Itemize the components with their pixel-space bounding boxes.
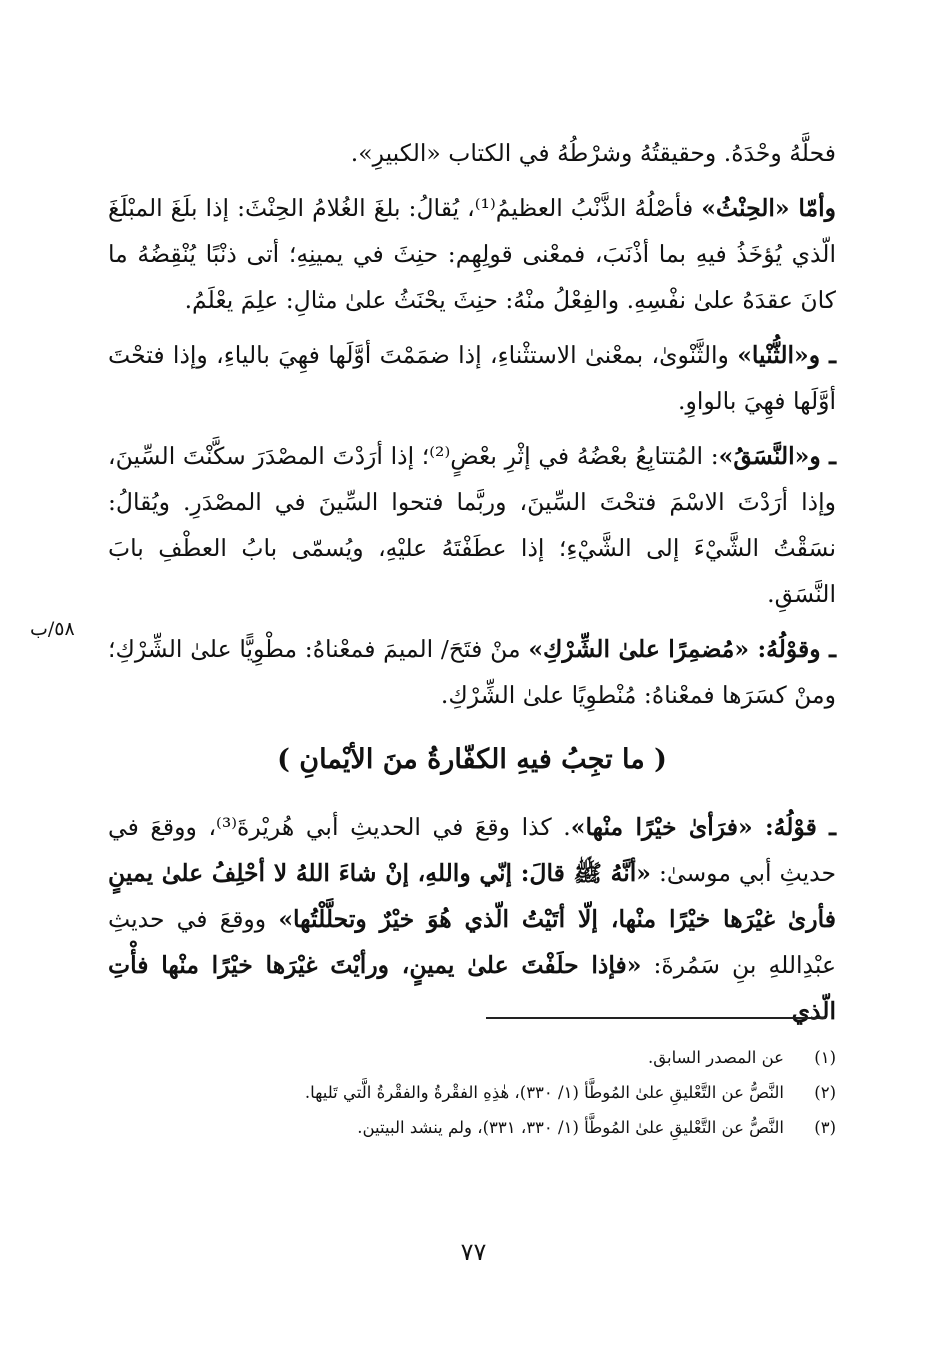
paragraph-kaffara-text-2: ووقعَ في حديثِ عبْدِاللهِ بنِ سَمُرةَ: <box>108 905 836 979</box>
term-nasaq: ـ و«النَّسَقُ» <box>718 442 836 470</box>
term-hinth: وأمّا «الحِنْثُ» <box>701 194 836 222</box>
paragraph-hinth <box>108 185 836 323</box>
term-thunya: ـ و«الثُّنْيا» <box>737 341 836 369</box>
paragraph-nasaq <box>108 433 836 617</box>
footnote-number: (٢) <box>814 1083 836 1102</box>
page-number: ٧٧ <box>460 1238 487 1266</box>
term-mudmir: ـ وقوْلُهُ: «مُضمِرًا علىٰ الشِّرْكِ» <box>528 635 836 663</box>
paragraph-kaffara-text-1: . كذا وقعَ في الحديثِ أبي هُريْرةَ⁽³⁾، ووقعَ في حديثِ أبي موسىٰ: <box>108 813 837 887</box>
footnote-3 <box>108 1110 836 1145</box>
footnote-number: (٣) <box>814 1118 836 1137</box>
footnote-text: النَّصُّ عن التَّعْليقِ علىٰ المُوطَّأ (١/ ٣٣٠)، هٰذِهِ الفقْرةُ والفقْرةُ الَّتي تَليها. <box>304 1083 784 1102</box>
paragraph-1 <box>108 130 836 176</box>
paragraph-thunya-text: والثَّنْوىٰ، بمعْنىٰ الاستثْناءِ، إذا ضمَمْتَ أوَّلَها فهِيَ بالياءِ، وإذا فتحْتَ أوَّلَها فهِيَ بالواوِ. <box>108 341 836 415</box>
hadith-quote-samura: «فإذا حلَفْتَ علىٰ يمينٍ، ورأيْتَ غيْرَها خيْرًا منْها فأْتِ الّذي <box>108 951 836 1025</box>
paragraph-mudmir <box>108 626 836 718</box>
paragraph-1-text: فحلَّهُ وحْدَهُ. وحقيقتُهُ وشرْطُهُ في الكتاب «الكبيرِ». <box>350 139 836 167</box>
hadith-quote-abu-musa: «أنَّهُ ﷺ قالَ: إنّي واللهِ، إنْ شاءَ اللهُ لا أحْلِفُ علىٰ يمينٍ فأرىٰ غيْرَها خيْرًا منْها، إلّا أتَيْتُ الّذي هُوَ خيْرٌ وتحلَّلْتُها» <box>108 859 836 933</box>
footnote-1 <box>108 1040 836 1075</box>
footnote-2 <box>108 1075 836 1110</box>
paragraph-hinth-text: فأصْلُهُ الذَّنْبُ العظيمُ⁽¹⁾، يُقالُ: بلغَ الغُلامُ الحِنْثَ: إذا بلَغَ المبْلَغَ الّذي يُؤخَذُ فيهِ بما أذْنَبَ، فمعْنى قولِهِم: حنِثَ في يمينِهِ؛ أتى ذنْبًا يُنْقِضُهُ ما كانَ عقدَهُ علىٰ نفْسِهِ. والفِعْلُ منْهُ: حنِثَ يحْنَثُ علىٰ مثالِ: علِمَ يعْلَمُ. <box>108 194 836 314</box>
section-heading: ( ما تجِبُ فيهِ الكفّارةُ منَ الأيْمانِ ) <box>277 744 667 775</box>
paragraph-thunya <box>108 332 836 424</box>
footnotes <box>108 1040 836 1145</box>
paragraph-mudmir-text: منْ فتَحَ/ الميمَ فمعْناهُ: مطْوِيًّا علىٰ الشِّرْكِ؛ ومنْ كسَرَها فمعْناهُ: مُنْطوِيًا علىٰ الشِّرْكِ. <box>108 635 836 709</box>
margin-folio-note: ٥٨/ب <box>30 618 75 640</box>
paragraph-kaffara <box>108 804 836 1034</box>
footnote-divider <box>486 1017 826 1019</box>
footnote-text: عن المصدر السابق. <box>648 1048 784 1067</box>
main-text <box>108 130 836 1043</box>
quote-1: ـ قوْلُهُ: «فرَأىٰ خيْرًا منْها» <box>570 813 837 841</box>
footnote-text: النَّصُّ عن التَّعْليقِ علىٰ المُوطَّأ (١/ ٣٣٠، ٣٣١)، ولم ينشد البيتين. <box>357 1118 784 1137</box>
footnote-number: (١) <box>814 1048 836 1067</box>
paragraph-nasaq-text: : المُتتابِعُ بعْضُهُ في إثْرِ بعْضٍ⁽²⁾؛ إذا أرَدْتَ المصْدَرَ سكَّنْتَ السِّينَ، وإذا أرَدْتَ الاسْمَ فتحْتَ السِّينَ، وربَّما فتحوا السِّينَ في المصْدَرِ. ويُقالُ: نسَقْتُ الشَّيْءَ إلى الشَّيْءِ؛ إذا عطَفْتَهُ عليْهِ، ويُسمّى بابُ العطْفِ بابَ النَّسَقِ. <box>108 442 836 608</box>
